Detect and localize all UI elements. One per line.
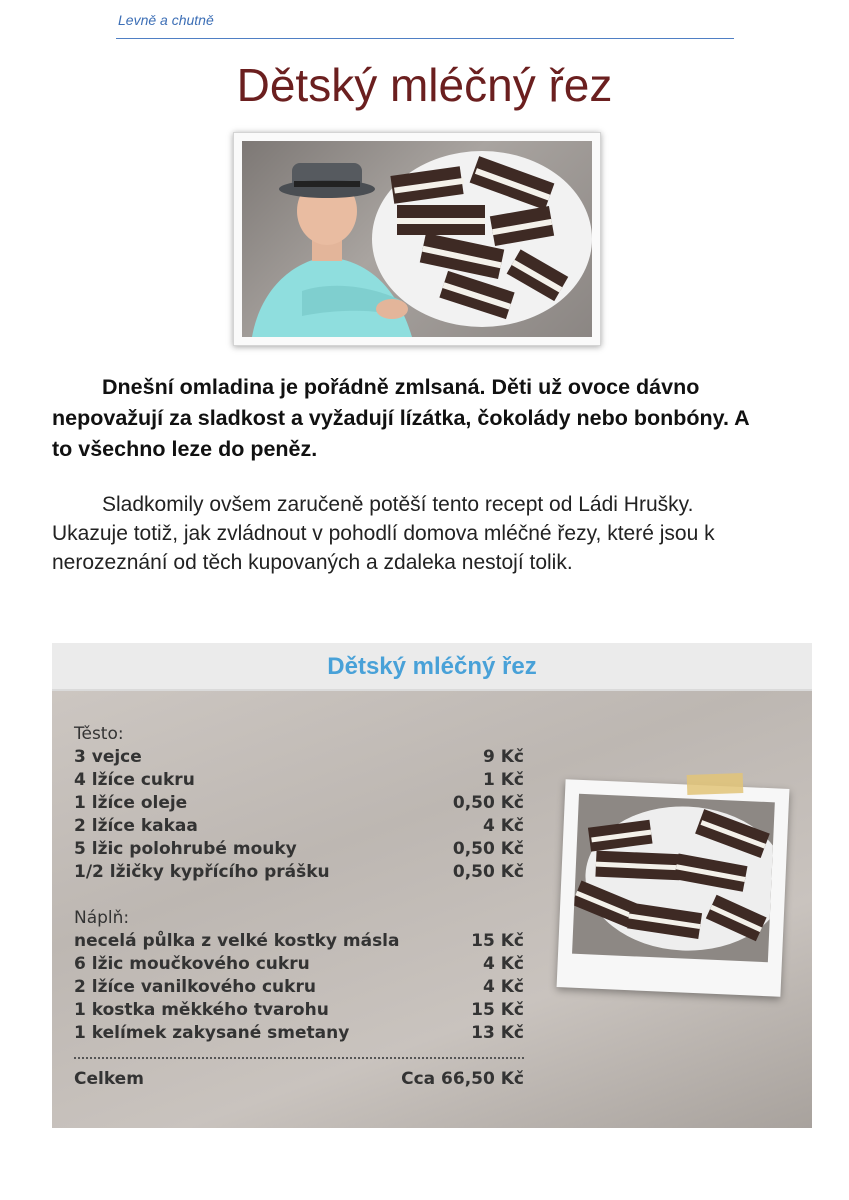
tape-strip [687,773,744,795]
total-row [74,1069,524,1089]
ingredient-row [74,930,524,953]
total-divider [74,1057,524,1059]
ingredient-name: 4 lžíce cukru [74,770,195,790]
ingredient-row [74,999,524,1022]
ingredient-price: 4 Kč [483,816,524,836]
recipe-card-title: Dětský mléčný řez [327,653,537,680]
chef-with-cake-illustration [242,141,592,337]
ingredient-price: 9 Kč [483,747,524,767]
ingredient-name: 2 lžíce vanilkového cukru [74,977,316,997]
cake-photo-illustration [572,794,775,962]
ingredient-row [74,792,524,815]
ingredient-name: 5 lžic polohrubé mouky [74,839,297,859]
ingredient-name: 6 lžic moučkového cukru [74,954,310,974]
ingredient-price: 15 Kč [471,1000,524,1020]
dough-label: Těsto: [74,724,124,744]
ingredient-row [74,815,524,838]
ingredient-name: 1 lžíce oleje [74,793,188,813]
hero-photo [233,132,601,346]
ingredient-row [74,746,524,769]
ingredient-name: 2 lžíce kakaa [74,816,198,836]
ingredient-name: 1/2 lžičky kypřícího prášku [74,862,330,882]
polaroid-photo [557,779,790,997]
total-value: Cca 66,50 Kč [401,1069,524,1089]
ingredient-name: 1 kostka měkkého tvarohu [74,1000,329,1020]
running-header: Levně a chutně [118,12,214,28]
ingredient-name: 1 kelímek zakysané smetany [74,1023,350,1043]
ingredient-row [74,769,524,792]
page-title: Dětský mléčný řez [236,59,613,111]
ingredient-price: 13 Kč [471,1023,524,1043]
ingredient-row [74,1022,524,1045]
recipe-card [52,643,812,1128]
ingredient-price: 4 Kč [483,954,524,974]
intro-paragraph: Sladkomily ovšem zaručeně potěší tento recept od Ládi Hrušky. Ukazuje totiž, jak zvládnout v pohodlí domova mléčné řezy, které jsou k nerozeznání od těch kupovaných a zdaleka nestojí tolik. [52,493,715,574]
ingredient-price: 1 Kč [483,770,524,790]
ingredient-row [74,953,524,976]
header-rule [116,38,734,39]
filling-label: Náplň: [74,908,130,928]
ingredient-price: 0,50 Kč [452,839,524,859]
ingredient-row [74,976,524,999]
ingredient-name: 3 vejce [74,747,142,767]
ingredient-price: 15 Kč [471,931,524,951]
total-label: Celkem [74,1069,144,1089]
intro-lead-paragraph: Dnešní omladina je pořádně zmlsaná. Děti už ovoce dávno nepovažují za sladkost a vyžadují lízátka, čokolády nebo bonbóny. A to všechno leze do peněz. [52,375,749,461]
ingredients-list [74,723,524,1045]
ingredient-name: necelá půlka z velké kostky másla [74,931,400,951]
ingredient-price: 4 Kč [483,977,524,997]
ingredient-price: 0,50 Kč [452,862,524,882]
ingredient-price: 0,50 Kč [452,793,524,813]
ingredient-row [74,861,524,884]
ingredient-row [74,838,524,861]
